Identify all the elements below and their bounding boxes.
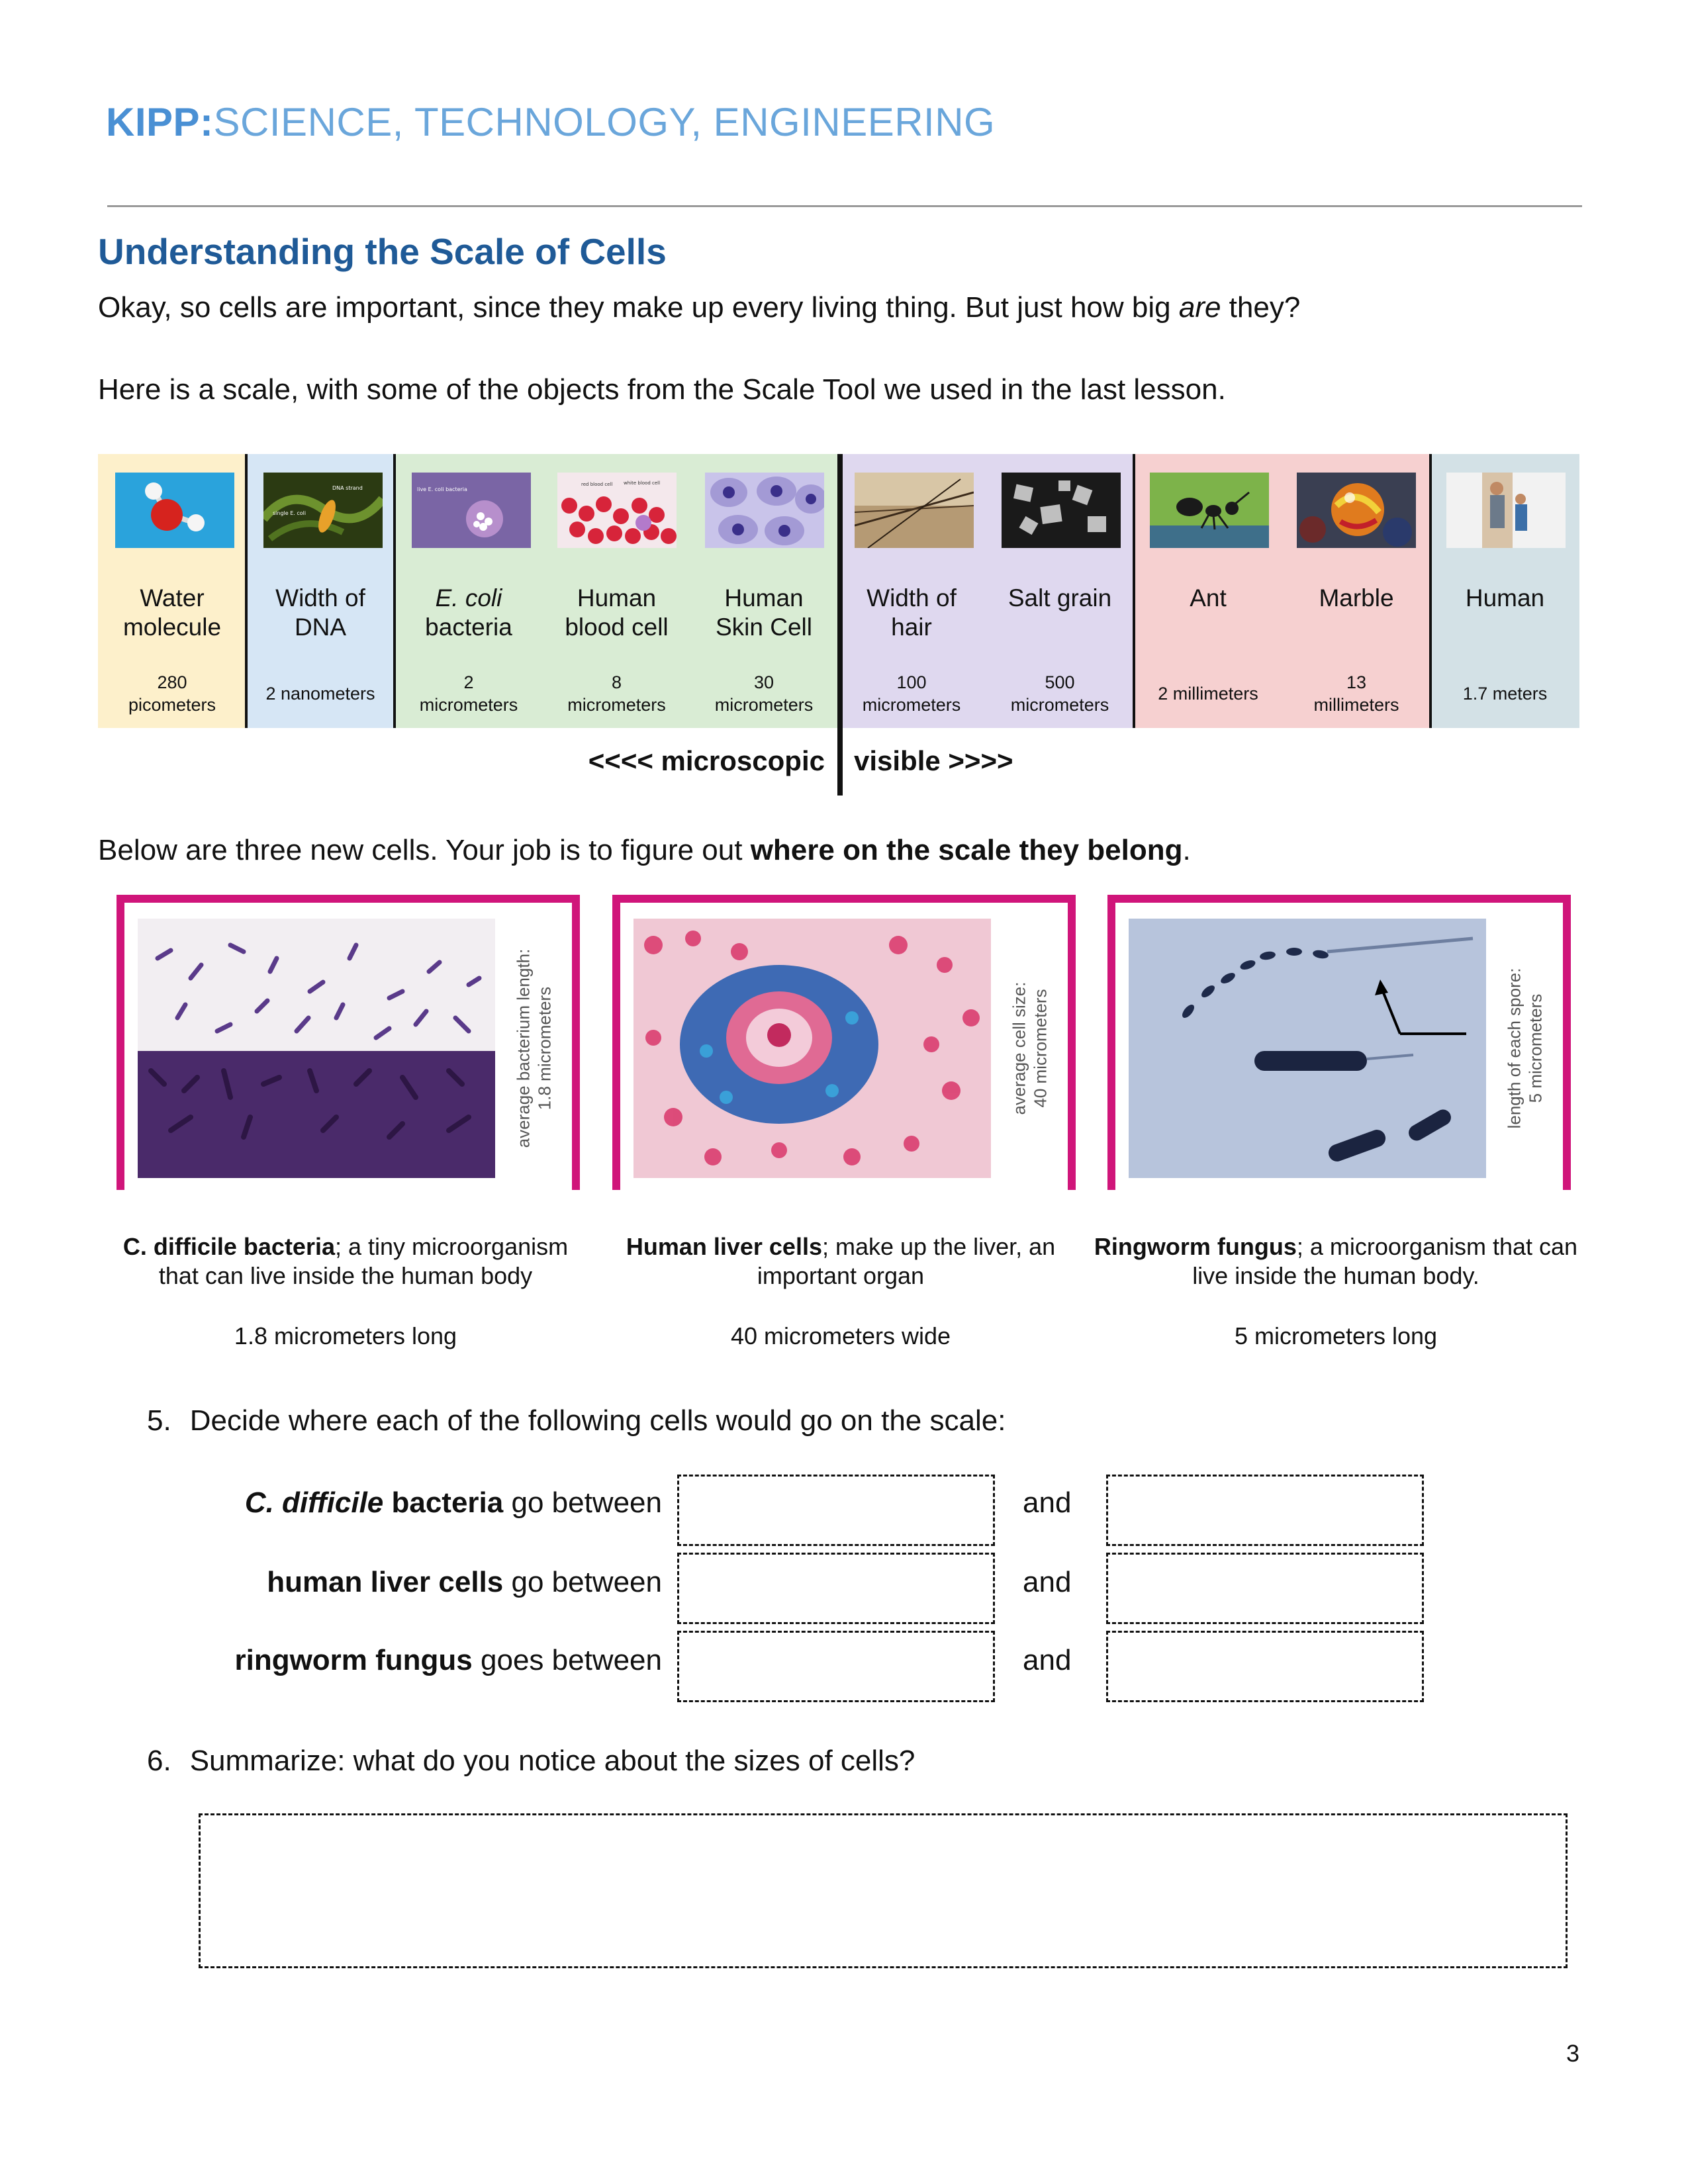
scale-item-ecoli (395, 454, 543, 728)
cdifficile-measurement: 1.8 micrometers long (234, 1322, 457, 1349)
salt-grain-icon (1002, 473, 1121, 548)
scale-item-name: Water molecule (122, 584, 222, 641)
scale-item-size: 13 millimeters (1313, 672, 1399, 715)
instructions-text: Below are three new cells. Your job is to figure out (98, 834, 751, 866)
scale-item-name: Human (1465, 584, 1545, 612)
microscopic-label: <<<< microscopic (588, 745, 825, 776)
row-label-bold: bacteria (383, 1486, 504, 1519)
scale-item-human (1430, 454, 1579, 728)
cdifficile-caption (101, 1232, 590, 1291)
scale-item-name: Marble (1319, 584, 1394, 612)
question-number: 5. (147, 1404, 171, 1437)
scale-item-ant (1134, 454, 1282, 728)
human-icon (1446, 473, 1566, 548)
brand-logo (106, 99, 995, 145)
ringworm-measurement: 5 micrometers long (1234, 1322, 1438, 1349)
marble-icon (1297, 473, 1416, 548)
row-label-text: go between (503, 1566, 662, 1598)
row-label-text: go between (503, 1486, 662, 1519)
question-text: Decide where each of the following cells would go on the scale: (189, 1404, 1006, 1437)
scale-item-name: Width of DNA (275, 584, 365, 641)
scale-item-name: Human blood cell (565, 584, 669, 641)
caption-text: ; a microorganism that can live inside the human body. (1192, 1233, 1578, 1289)
header-divider (107, 205, 1582, 207)
scale-item-name-italic: E. coli (435, 584, 502, 612)
and-label: and (1023, 1644, 1072, 1676)
blood-thumb-label: red blood cell (581, 482, 613, 487)
question-5 (147, 1404, 1006, 1437)
blood-thumb-label: white blood cell (624, 480, 661, 486)
liver-measurement: 40 micrometers wide (730, 1322, 951, 1349)
cell-panel-liver (612, 895, 1076, 1190)
caption-bold: C. difficile bacteria (122, 1233, 335, 1260)
liver-answer-box-2[interactable] (1106, 1553, 1424, 1624)
blood-cell-icon (557, 473, 677, 548)
side-label-line: 40 micrometers (1030, 989, 1051, 1108)
scale-item-dna (246, 454, 395, 728)
row-label-text: goes between (472, 1644, 662, 1676)
scale-item-marble (1282, 454, 1430, 728)
visible-label: visible >>>> (854, 745, 1013, 776)
intro-p1-emphasis: are (1178, 291, 1221, 324)
page-number: 3 (1566, 2040, 1579, 2067)
scale-item-size: 8 micrometers (567, 672, 666, 715)
scale-item-salt-grain (986, 454, 1134, 728)
side-label-line: average bacterium length: (513, 948, 533, 1148)
caption-text: ; make up the liver, an important organ (757, 1233, 1056, 1289)
scale-item-hair (837, 454, 986, 728)
summary-answer-box[interactable] (199, 1813, 1568, 1968)
scale-item-name-rest: bacteria (425, 614, 512, 641)
ringworm-answer-box-1[interactable] (677, 1631, 995, 1702)
scale-item-size: 2 micrometers (419, 672, 518, 715)
side-label-line: 1.8 micrometers (534, 986, 554, 1111)
and-label: and (1023, 1566, 1072, 1598)
scale-item-name: Salt grain (1008, 584, 1112, 612)
intro-paragraph-1 (98, 291, 1300, 324)
ecoli-thumb-label: live E. coli bacteria (417, 486, 467, 492)
question-text: Summarize: what do you notice about the sizes of cells? (189, 1745, 915, 1777)
liver-answer-box-1[interactable] (677, 1553, 995, 1624)
question-number: 6. (147, 1745, 171, 1777)
cdifficile-micrograph (138, 919, 495, 1178)
ant-icon (1150, 473, 1269, 548)
row-label-bold: human liver cells (267, 1566, 504, 1598)
water-molecule-icon (115, 473, 234, 548)
ecoli-icon (412, 473, 531, 548)
dna-thumb-label: DNA strand (332, 485, 363, 491)
q5-row-label-ringworm (234, 1644, 662, 1677)
caption-bold: Human liver cells (626, 1233, 822, 1260)
question-6 (147, 1745, 915, 1778)
row-label-bold: ringworm fungus (234, 1644, 473, 1676)
dna-thumb-label: single E. coli (273, 510, 306, 516)
side-label-line: 5 micrometers (1525, 993, 1545, 1103)
side-label-line: average cell size: (1009, 981, 1029, 1115)
skin-cell-icon (705, 473, 824, 548)
scale-item-name: Width of hair (867, 584, 957, 641)
instructions-bold: where on the scale they belong (750, 834, 1183, 866)
dna-icon (263, 473, 383, 548)
caption-bold: Ringworm fungus (1094, 1233, 1297, 1260)
scale-item-name: Human Skin Cell (716, 584, 812, 641)
ringworm-micrograph (1129, 919, 1486, 1178)
brand-mark: KIPP (106, 100, 201, 144)
ringworm-answer-box-2[interactable] (1106, 1631, 1424, 1702)
scale-item-water-molecule (98, 454, 246, 728)
microscopic-visible-divider (837, 454, 843, 796)
cdifficile-side-label (500, 919, 567, 1178)
scale-item-size: 100 micrometers (862, 672, 961, 715)
cell-panel-cdifficile (117, 895, 580, 1190)
liver-caption (596, 1232, 1086, 1291)
ringworm-side-label (1491, 919, 1558, 1178)
cdifficile-answer-box-1[interactable] (677, 1475, 995, 1546)
q5-row-label-liver (267, 1566, 662, 1599)
liver-side-label (996, 919, 1062, 1178)
and-label: and (1023, 1486, 1072, 1519)
scale-item-skin-cell (690, 454, 837, 728)
scale-item-size: 30 micrometers (714, 672, 814, 715)
scale-item-name: Ant (1190, 584, 1227, 612)
scale-item-size: 500 micrometers (1010, 672, 1109, 715)
side-label-line: length of each spore: (1504, 968, 1524, 1129)
instructions-tail: . (1182, 834, 1191, 866)
hair-icon (855, 473, 974, 548)
caption-text: ; a tiny microorganism that can live inside the human body (158, 1233, 569, 1289)
intro-paragraph-2: Here is a scale, with some of the objects from the Scale Tool we used in the last lesson. (98, 373, 1226, 406)
brand-text: SCIENCE, TECHNOLOGY, ENGINEERING (213, 100, 996, 144)
q5-row-label-cdifficile (245, 1486, 662, 1520)
cdifficile-answer-box-2[interactable] (1106, 1475, 1424, 1546)
scale-item-size: 280 picometers (128, 672, 216, 715)
brand-dots: : (200, 100, 214, 144)
row-label-italic: C. difficile (244, 1486, 384, 1519)
scale-item-size: 2 nanometers (265, 684, 375, 704)
page-title: Understanding the Scale of Cells (98, 231, 667, 272)
scale-item-size: 2 millimeters (1158, 684, 1258, 704)
cell-panel-ringworm (1107, 895, 1571, 1190)
scale-item-blood-cell (543, 454, 690, 728)
intro-p1-tail: they? (1221, 291, 1301, 324)
scale-item-name (395, 584, 543, 642)
scale-item-size: 1.7 meters (1462, 684, 1548, 704)
ringworm-caption (1091, 1232, 1581, 1291)
cells-instructions (98, 834, 1191, 867)
intro-p1-text: Okay, so cells are important, since they make up every living thing. But just how big (98, 291, 1179, 324)
liver-micrograph (633, 919, 991, 1178)
